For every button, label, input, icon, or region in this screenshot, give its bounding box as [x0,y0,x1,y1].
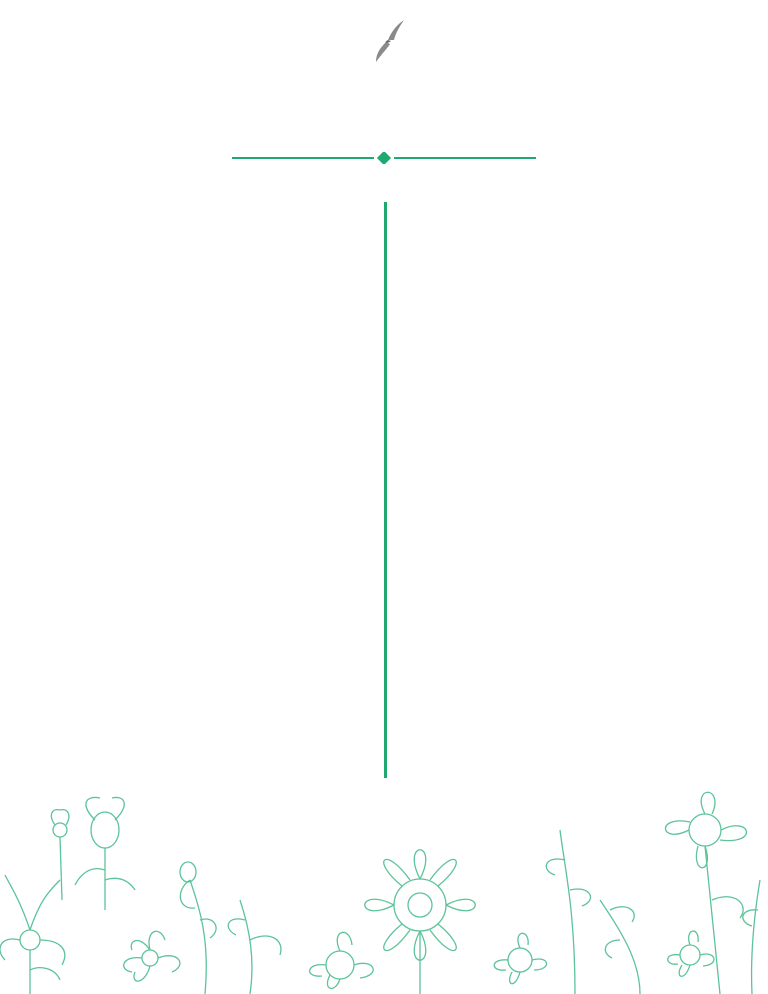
leaf-icon [546,830,590,994]
flower-icon [310,932,374,988]
addon-block [46,208,364,224]
column-divider [384,202,387,778]
flower-icon [0,875,65,994]
albatross-bird-icon [316,18,456,64]
addon-row [46,208,364,224]
floral-decoration [0,790,768,994]
leaf-icon [600,900,640,994]
flower-icon [124,931,180,981]
title-ornament [232,152,536,164]
leaf-icon [228,900,281,994]
leaf-icon [180,862,216,994]
flower-icon [494,933,546,983]
flower-icon [75,797,135,910]
flower-icon [365,850,476,994]
left-column [46,192,364,252]
leaf-icon [743,880,760,994]
logo [316,18,456,90]
right-column [398,194,730,204]
flower-icon [668,931,714,976]
